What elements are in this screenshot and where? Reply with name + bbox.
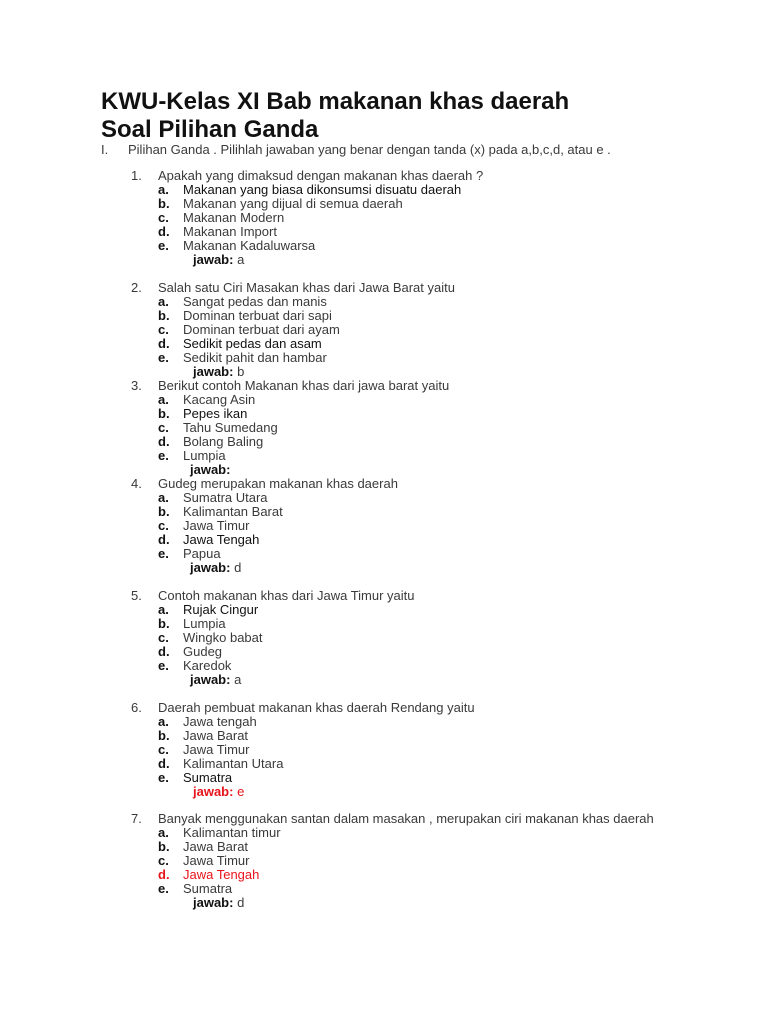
option-letter: e.: [158, 658, 169, 673]
option-c: [131, 631, 415, 645]
option-a: [131, 715, 475, 729]
answer-line: [131, 253, 483, 267]
option-text: Jawa tengah: [183, 714, 257, 729]
option-letter: a.: [158, 490, 169, 505]
question-1: [131, 169, 483, 267]
option-letter: e.: [158, 350, 169, 365]
answer-label: jawab:: [193, 252, 234, 267]
option-c: [131, 421, 449, 435]
option-letter: c.: [158, 420, 169, 435]
option-e: [131, 659, 415, 673]
option-e: [131, 771, 475, 785]
option-letter: a.: [158, 182, 169, 197]
option-c: [131, 854, 654, 868]
option-d: [131, 645, 415, 659]
option-text: Kalimantan timur: [183, 825, 281, 840]
option-letter: e.: [158, 448, 169, 463]
question-text: [131, 379, 449, 393]
option-d: [131, 533, 398, 547]
option-letter: d.: [158, 224, 170, 239]
option-text: Karedok: [183, 658, 232, 673]
question-number: 1.: [131, 168, 142, 183]
option-letter: b.: [158, 504, 170, 519]
option-text: Bolang Baling: [183, 434, 264, 449]
question-prompt: Daerah pembuat makanan khas daerah Rendang yaitu: [158, 700, 475, 715]
answer-line: [131, 896, 654, 910]
answer-line: [131, 463, 449, 477]
question-prompt: Apakah yang dimaksud dengan makanan khas daerah ?: [158, 168, 484, 183]
option-e: [131, 449, 449, 463]
option-a: [131, 295, 455, 309]
option-text: Makanan Import: [183, 224, 277, 239]
option-d: [131, 868, 654, 882]
option-letter: b.: [158, 406, 170, 421]
option-letter: e.: [158, 881, 169, 896]
option-e: [131, 239, 483, 253]
option-d: [131, 225, 483, 239]
option-d: [131, 337, 455, 351]
question-3: [131, 379, 449, 477]
answer-label: jawab:: [190, 462, 231, 477]
option-letter: c.: [158, 518, 169, 533]
option-letter: c.: [158, 322, 169, 337]
option-e: [131, 882, 654, 896]
question-prompt: Berikut contoh Makanan khas dari jawa barat yaitu: [158, 378, 450, 393]
question-number: 5.: [131, 588, 142, 603]
question-prompt: Banyak menggunakan santan dalam masakan , merupakan ciri makanan khas daerah: [158, 811, 654, 826]
option-a: [131, 183, 483, 197]
answer-value: e: [237, 784, 245, 799]
answer-value: b: [237, 364, 245, 379]
option-letter: a.: [158, 714, 169, 729]
question-number: 7.: [131, 811, 142, 826]
option-letter: c.: [158, 853, 169, 868]
option-text: Kalimantan Barat: [183, 504, 283, 519]
option-letter: d.: [158, 867, 170, 882]
option-a: [131, 393, 449, 407]
option-text: Lumpia: [183, 616, 226, 631]
option-letter: a.: [158, 392, 169, 407]
option-letter: b.: [158, 839, 170, 854]
option-text: Jawa Tengah: [183, 532, 260, 547]
option-d: [131, 757, 475, 771]
option-letter: a.: [158, 602, 169, 617]
option-text: Makanan Kadaluwarsa: [183, 238, 316, 253]
option-c: [131, 743, 475, 757]
question-text: [131, 281, 455, 295]
option-letter: b.: [158, 616, 170, 631]
option-e: [131, 547, 398, 561]
question-number: 6.: [131, 700, 142, 715]
option-a: [131, 826, 654, 840]
option-a: [131, 603, 415, 617]
answer-value: d: [234, 560, 242, 575]
question-number: 3.: [131, 378, 142, 393]
option-letter: a.: [158, 294, 169, 309]
option-text: Kalimantan Utara: [183, 756, 284, 771]
question-prompt: Contoh makanan khas dari Jawa Timur yaitu: [158, 588, 415, 603]
answer-value: d: [237, 895, 245, 910]
option-b: [131, 197, 483, 211]
answer-label: jawab:: [193, 784, 234, 799]
option-letter: c.: [158, 630, 169, 645]
option-c: [131, 211, 483, 225]
option-letter: e.: [158, 238, 169, 253]
option-text: Papua: [183, 546, 221, 561]
section-instruction: [101, 142, 611, 157]
question-text: [131, 477, 398, 491]
option-text: Sumatra: [183, 770, 233, 785]
option-letter: d.: [158, 644, 170, 659]
option-letter: c.: [158, 210, 169, 225]
option-letter: d.: [158, 532, 170, 547]
answer-label: jawab:: [193, 895, 234, 910]
option-text: Wingko babat: [183, 630, 263, 645]
option-text: Makanan yang biasa dikonsumsi disuatu daerah: [183, 182, 462, 197]
question-6: [131, 701, 475, 799]
question-text: [131, 169, 483, 183]
question-text: [131, 589, 415, 603]
answer-label: jawab:: [190, 672, 231, 687]
option-b: [131, 309, 455, 323]
option-c: [131, 519, 398, 533]
question-7: [131, 812, 654, 910]
option-letter: b.: [158, 308, 170, 323]
option-text: Rujak Cingur: [183, 602, 259, 617]
option-d: [131, 435, 449, 449]
option-letter: c.: [158, 742, 169, 757]
question-number: 2.: [131, 280, 142, 295]
option-b: [131, 505, 398, 519]
document-subtitle: Soal Pilihan Ganda: [101, 116, 319, 143]
option-text: Dominan terbuat dari sapi: [183, 308, 332, 323]
question-2: [131, 281, 455, 379]
answer-line: [131, 785, 475, 799]
answer-value: a: [234, 672, 242, 687]
option-text: Kacang Asin: [183, 392, 256, 407]
option-letter: d.: [158, 756, 170, 771]
option-e: [131, 351, 455, 365]
option-c: [131, 323, 455, 337]
option-text: Sumatra Utara: [183, 490, 268, 505]
option-text: Dominan terbuat dari ayam: [183, 322, 340, 337]
section-instruction-text: Pilihan Ganda . Pilihlah jawaban yang benar dengan tanda (x) pada a,b,c,d, atau e .: [128, 142, 611, 157]
option-letter: e.: [158, 546, 169, 561]
option-text: Makanan Modern: [183, 210, 285, 225]
answer-line: [131, 673, 415, 687]
section-numeral: I.: [101, 142, 109, 157]
answer-label: jawab:: [190, 560, 231, 575]
option-text: Jawa Timur: [183, 742, 250, 757]
option-letter: b.: [158, 196, 170, 211]
option-letter: d.: [158, 336, 170, 351]
option-text: Jawa Timur: [183, 518, 250, 533]
document-title: KWU-Kelas XI Bab makanan khas daerah: [101, 88, 570, 115]
option-letter: e.: [158, 770, 169, 785]
option-text: Pepes ikan: [183, 406, 248, 421]
question-text: [131, 812, 654, 826]
option-b: [131, 840, 654, 854]
option-a: [131, 491, 398, 505]
option-text: Jawa Timur: [183, 853, 250, 868]
answer-line: [131, 365, 455, 379]
answer-label: jawab:: [193, 364, 234, 379]
option-letter: b.: [158, 728, 170, 743]
option-text: Jawa Barat: [183, 839, 249, 854]
option-text: Tahu Sumedang: [183, 420, 278, 435]
question-5: [131, 589, 415, 687]
answer-line: [131, 561, 398, 575]
option-text: Gudeg: [183, 644, 223, 659]
option-text: Sumatra: [183, 881, 233, 896]
question-number: 4.: [131, 476, 142, 491]
option-b: [131, 617, 415, 631]
question-prompt: Salah satu Ciri Masakan khas dari Jawa Barat yaitu: [158, 280, 455, 295]
question-prompt: Gudeg merupakan makanan khas daerah: [158, 476, 398, 491]
option-text: Lumpia: [183, 448, 226, 463]
option-text: Sedikit pedas dan asam: [183, 336, 322, 351]
question-4: [131, 477, 398, 575]
option-b: [131, 729, 475, 743]
option-text: Sangat pedas dan manis: [183, 294, 327, 309]
option-b: [131, 407, 449, 421]
option-text: Jawa Tengah: [183, 867, 260, 882]
option-text: Sedikit pahit dan hambar: [183, 350, 327, 365]
answer-value: a: [237, 252, 245, 267]
question-text: [131, 701, 475, 715]
option-letter: d.: [158, 434, 170, 449]
option-text: Makanan yang dijual di semua daerah: [183, 196, 403, 211]
option-letter: a.: [158, 825, 169, 840]
option-text: Jawa Barat: [183, 728, 249, 743]
